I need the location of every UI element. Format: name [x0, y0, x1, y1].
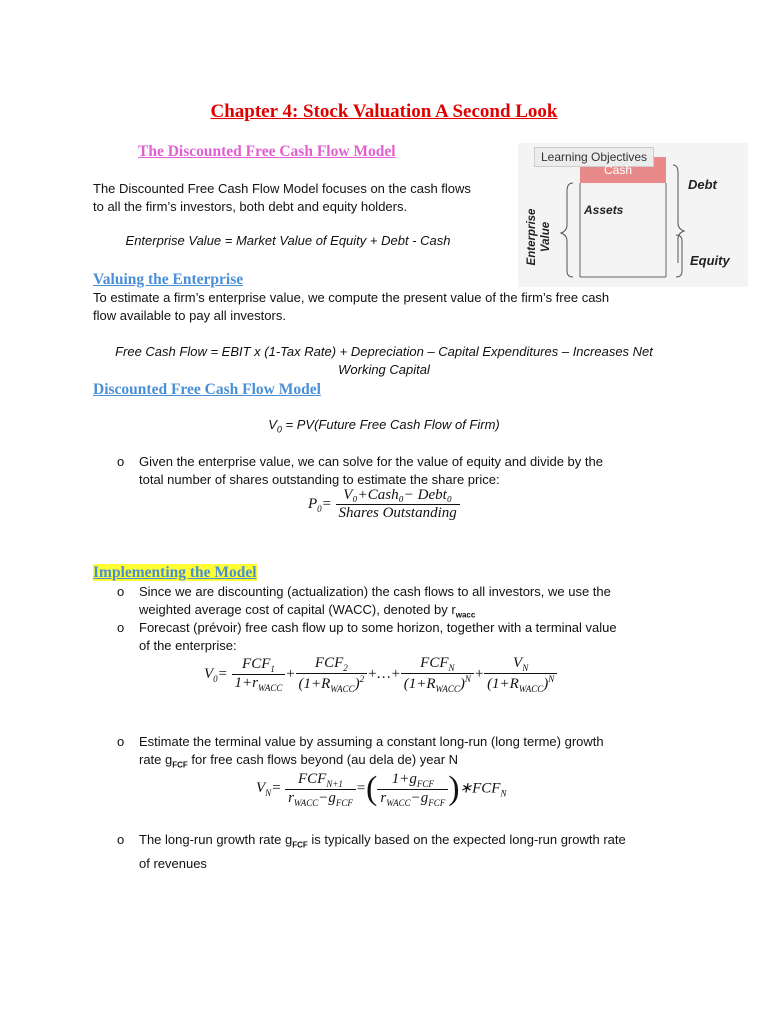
ev-line: Value	[540, 221, 552, 253]
bullet-line: for free cash flows beyond (au dela de) year N	[187, 752, 459, 767]
equation-line: Working Capital	[338, 362, 430, 377]
bullet-line: Since we are discounting (actualization) the cash flows to all investors, we use the	[139, 584, 611, 599]
v0-rhs: = PV(Future Free Cash Flow of Firm)	[281, 417, 500, 432]
free-cash-flow-equation	[93, 343, 675, 379]
bullet-line: of revenues	[139, 855, 207, 871]
bullet-share-price	[139, 453, 699, 489]
bullet-line: is typically based on the expected long-run growth rate	[307, 832, 626, 847]
learning-objectives-badge: Learning Objectives	[534, 147, 654, 167]
bullet-line: weighted average cost of capital (WACC), denoted by r	[139, 602, 456, 617]
enterprise-value-label	[525, 204, 553, 270]
bullet-marker: o	[117, 734, 125, 749]
bullet-line: rate g	[139, 752, 173, 767]
debt-label: Debt	[688, 177, 717, 192]
bullet-marker: o	[117, 832, 125, 847]
bullet-marker: o	[117, 454, 125, 469]
section2-paragraph	[93, 289, 693, 325]
bullet-forecast	[139, 619, 699, 655]
bullet-line: total number of shares outstanding to estimate the share price:	[139, 472, 500, 487]
wacc-subscript: wacc	[455, 610, 476, 620]
paragraph-line: to all the firm’s investors, both debt and equity holders.	[93, 199, 408, 214]
gfcf-subscript: FCF	[172, 760, 188, 770]
vn-formula: $V_N=$ $\frac{FCF_{N+1}}{r_{WACC}-g_{FCF}}$ =( $\frac{1+g_{FCF}}{r_{WACC}-g_{FCF}}$ )$∗FCF_N$	[256, 770, 507, 808]
section-heading-valuing: Valuing the Enterprise	[93, 271, 244, 288]
p0-symbol: P	[308, 495, 318, 512]
section-heading-dfcf: The Discounted Free Cash Flow Model	[138, 143, 396, 160]
enterprise-value-figure	[518, 143, 748, 287]
gfcf-subscript: FCF	[292, 840, 308, 850]
p0-numerator: V₀+Cash₀− Debt₀	[343, 487, 453, 503]
p0-formula: $P_0=$ $\frac{\text{V₀+Cash₀− Debt₀}}{\text{Shares Outstanding}}$	[308, 487, 460, 522]
bullet-line: Estimate the terminal value by assuming a constant long-run (long terme) growth	[139, 734, 604, 749]
p0-fraction	[336, 487, 460, 522]
highlighted-heading: Implementing the Model	[93, 564, 257, 581]
paragraph-line: flow available to pay all investors.	[93, 308, 286, 323]
paragraph-line: The Discounted Free Cash Flow Model focuses on the cash flows	[93, 181, 471, 196]
v0-sum-formula: $V_0=$ $\frac{FCF_1}{1+r_{WACC}}$ + $\frac{FCF_2}{(1+R_{WACC})^2}$ +…+ $\frac{FCF_N}{(1+R_{WACC})^N}$ + $\frac{V_N}{(1+R_{WACC})^N}$	[204, 655, 557, 694]
section-heading-implementing	[93, 564, 257, 582]
p0-denominator: Shares Outstanding	[336, 504, 460, 522]
bullet-line: Forecast (prévoir) free cash flow up to some horizon, together with a terminal value	[139, 620, 617, 635]
equation-line: Free Cash Flow = EBIT x (1-Tax Rate) + Depreciation – Capital Expenditures – Increases Net	[115, 344, 653, 359]
equity-label: Equity	[690, 253, 730, 268]
section1-paragraph	[93, 180, 513, 216]
cash-label: Cash	[604, 163, 633, 177]
assets-label: Assets	[584, 203, 624, 217]
bullet-line: The long-run growth rate g	[139, 832, 293, 847]
bullet-growth-rate	[139, 831, 699, 873]
bullet-line: of the enterprise:	[139, 638, 237, 653]
section-heading-dfcf-model: Discounted Free Cash Flow Model	[93, 381, 321, 398]
ev-line: Enterprise	[526, 208, 538, 266]
v0-equation	[93, 417, 675, 435]
v0-symbol: V	[268, 417, 277, 432]
bullet-line: Given the enterprise value, we can solve for the value of equity and divide by the	[139, 454, 603, 469]
bullet-marker: o	[117, 584, 125, 599]
paragraph-line: To estimate a firm’s enterprise value, we compute the present value of the firm’s free cash	[93, 290, 610, 305]
page-title: Chapter 4: Stock Valuation A Second Look	[210, 101, 558, 122]
bullet-terminal-value	[139, 733, 699, 775]
enterprise-value-equation: Enterprise Value = Market Value of Equity + Debt - Cash	[125, 233, 451, 248]
v0-subscript: 0	[276, 424, 282, 435]
bullet-marker: o	[117, 620, 125, 635]
